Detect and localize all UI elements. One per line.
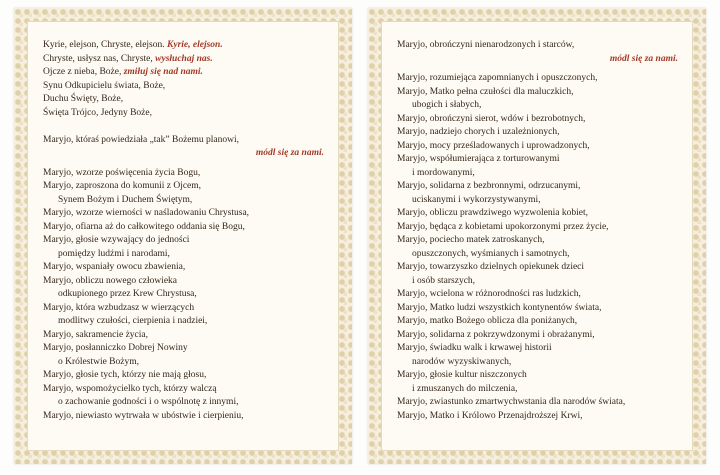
litany-line: [43, 80, 328, 94]
litany-line: [397, 126, 682, 140]
litany-line: [43, 167, 328, 181]
invocation-text: Maryjo, która wzbudzasz w wierzących: [43, 302, 195, 313]
invocation-text: Maryjo, rozumiejąca zapomnianych i opuszczonych,: [397, 73, 598, 83]
litany-line: [397, 167, 682, 181]
litany-line: [397, 288, 682, 302]
litany-line: [43, 275, 328, 289]
litany-line: [43, 180, 328, 194]
invocation-text: Maryjo, Matko i Królowo Przenajdroższej Krwi,: [397, 410, 583, 421]
invocation-text: Maryjo, wzorze poświęcenia życia Bogu,: [43, 167, 201, 178]
invocation-text: Maryjo, obrończyni sierot, wdów i bezrobotnych,: [397, 113, 586, 124]
page-right-sheet: [381, 21, 693, 451]
invocation-text: Synem Bożym i Duchem Świętym,: [58, 194, 193, 205]
invocation-text: opuszczonych, wyśmianych i samotnych,: [412, 248, 570, 259]
litany-line: [397, 53, 682, 67]
invocation-text: pomiędzy ludźmi i narodami,: [58, 248, 170, 259]
litany-line: [397, 140, 682, 154]
litany-line: [397, 410, 682, 424]
litany-line: [43, 234, 328, 248]
invocation-text: Maryjo, będąca z kobietami upokorzonymi przez życie,: [397, 221, 609, 232]
litany-line: [397, 86, 682, 100]
litany-line: [43, 248, 328, 262]
invocation-text: Maryjo, pociecho matek zatroskanych,: [397, 235, 545, 245]
litany-line: [397, 369, 682, 383]
invocation-text: Maryjo, Matko ludzi wszystkich kontynentów świata,: [397, 302, 602, 313]
litany-line: [397, 396, 682, 410]
invocation-text: Maryjo, towarzyszko dzielnych opiekunek dzieci: [397, 262, 585, 272]
litany-line: [43, 396, 328, 410]
invocation-text: Duchu Święty, Boże,: [43, 94, 124, 104]
litany-line: [43, 134, 328, 148]
litany-line: [397, 315, 682, 329]
invocation-text: Chryste, usłysz nas, Chryste,: [43, 53, 156, 64]
invocation-text: uciskanymi i wykorzystywanymi,: [412, 194, 541, 205]
litany-line: [43, 383, 328, 397]
invocation-text: Maryjo, solidarna z bezbronnymi, odrzucanymi,: [397, 181, 581, 191]
invocation-text: Maryjo, obrończyni nienarodzonych i starców,: [397, 40, 575, 50]
invocation-text: Maryjo, niewiasto wytrwała w ubóstwie i cierpieniu,: [43, 410, 244, 421]
invocation-text: Maryjo, obliczu nowego człowieka: [43, 275, 178, 286]
litany-line: [43, 147, 328, 161]
invocation-text: Maryjo, wzorze wierności w naśladowaniu Chrystusa,: [43, 208, 250, 218]
invocation-text: Maryjo, głosie tych, którzy nie mają głosu,: [43, 370, 207, 380]
invocation-text: ubogich i słabych,: [412, 100, 482, 110]
invocation-text: i mordowanymi,: [412, 167, 475, 178]
litany-line: [397, 153, 682, 167]
invocation-text: Maryjo, mocy prześladowanych i uprowadzonych,: [397, 140, 590, 151]
litany-line: [43, 207, 328, 221]
litany-line: [397, 180, 682, 194]
invocation-text: Maryjo, matko Bożego oblicza dla poniżanych,: [397, 316, 578, 326]
litany-line: [43, 329, 328, 343]
litany-line: [43, 315, 328, 329]
litany-line: [43, 302, 328, 316]
invocation-text: Maryjo, zaproszona do komunii z Ojcem,: [43, 181, 202, 191]
invocation-text: Maryjo, współumierająca z torturowanymi: [397, 154, 560, 164]
litany-line: [43, 356, 328, 370]
litany-line: [43, 53, 328, 67]
litany-line: [397, 234, 682, 248]
litany-line: [397, 329, 682, 343]
invocation-text: Synu Odkupicielu świata, Boże,: [43, 80, 166, 91]
invocation-text: Maryjo, nadziejo chorych i uzależnionych,: [397, 127, 560, 137]
litany-line: [397, 72, 682, 86]
invocation-text: o Królestwie Bożym,: [58, 356, 140, 367]
invocation-text: modlitwy czułości, cierpienia i nadziei,: [58, 316, 208, 326]
litany-line: [43, 288, 328, 302]
litany-line: [43, 342, 328, 356]
litany-line: [43, 194, 328, 208]
litany-line: [43, 107, 328, 121]
invocation-text: odkupionego przez Krew Chrystusa,: [58, 289, 197, 299]
litany-line: [43, 221, 328, 235]
spacer: [43, 120, 328, 134]
invocation-text: Maryjo, wspaniały owocu zbawienia,: [43, 262, 186, 272]
invocation-text: Maryjo, świadku walk i krwawej historii: [397, 343, 552, 353]
invocation-text: Ojcze z nieba, Boże,: [43, 67, 124, 77]
litany-line: [397, 221, 682, 235]
response-text: zmiłuj się nad nami.: [123, 67, 203, 77]
invocation-text: Kyrie, elejson, Chryste, elejson.: [43, 40, 168, 50]
litany-line: [43, 410, 328, 424]
litany-text-left: [28, 22, 338, 423]
invocation-text: Maryjo, ofiarna aż do całkowitego oddania się Bogu,: [43, 221, 245, 232]
litany-line: [397, 248, 682, 262]
invocation-text: Święta Trójco, Jedyny Boże,: [43, 107, 152, 118]
litany-line: [397, 99, 682, 113]
invocation-text: Maryjo, posłanniczko Dobrej Nowiny: [43, 343, 188, 353]
litany-line: [397, 356, 682, 370]
litany-line: [43, 66, 328, 80]
invocation-text: Maryjo, solidarna z pokrzywdzonymi i obrażanymi,: [397, 329, 595, 340]
invocation-text: Maryjo, wcielona w różnorodności ras ludzkich,: [397, 289, 581, 299]
litany-line: [397, 194, 682, 208]
response-text: Kyrie, elejson.: [167, 40, 223, 50]
litany-line: [397, 302, 682, 316]
response-text: wysłuchaj nas.: [155, 53, 213, 64]
litany-line: [43, 93, 328, 107]
invocation-text: Maryjo, któraś powiedziała „tak” Bożemu planowi,: [43, 134, 240, 145]
invocation-text: i zmuszanych do milczenia,: [412, 383, 518, 394]
invocation-text: Maryjo, głosie wzywający do jedności: [43, 235, 190, 245]
invocation-text: narodów wyzyskiwanych,: [412, 356, 512, 367]
page-right: [368, 8, 706, 464]
invocation-text: Maryjo, zwiastunko zmartwychwstania dla narodów świata,: [397, 397, 626, 407]
response-text: módl się za nami.: [255, 148, 324, 158]
litany-line: [397, 261, 682, 275]
invocation-text: Maryjo, głosie kultur niszczonych: [397, 370, 527, 380]
litany-line: [43, 39, 328, 53]
litany-line: [397, 383, 682, 397]
invocation-text: Maryjo, sakramencie życia,: [43, 329, 148, 340]
invocation-text: i osób starszych,: [412, 275, 476, 286]
litany-line: [43, 261, 328, 275]
litany-line: [397, 39, 682, 53]
response-text: módl się za nami.: [609, 53, 678, 64]
litany-text-right: [382, 22, 692, 423]
litany-line: [397, 207, 682, 221]
page-left: [14, 8, 352, 464]
litany-line: [397, 342, 682, 356]
litany-line: [397, 275, 682, 289]
litany-line: [43, 369, 328, 383]
invocation-text: Maryjo, wspomożycielko tych, którzy walczą: [43, 383, 217, 394]
page-left-sheet: [27, 21, 339, 451]
litany-line: [397, 113, 682, 127]
invocation-text: Maryjo, Matko pełna czułości dla maluczkich,: [397, 86, 574, 97]
invocation-text: o zachowanie godności i o wspólnotę z innymi,: [58, 397, 239, 407]
invocation-text: Maryjo, obliczu prawdziwego wyzwolenia kobiet,: [397, 208, 588, 218]
